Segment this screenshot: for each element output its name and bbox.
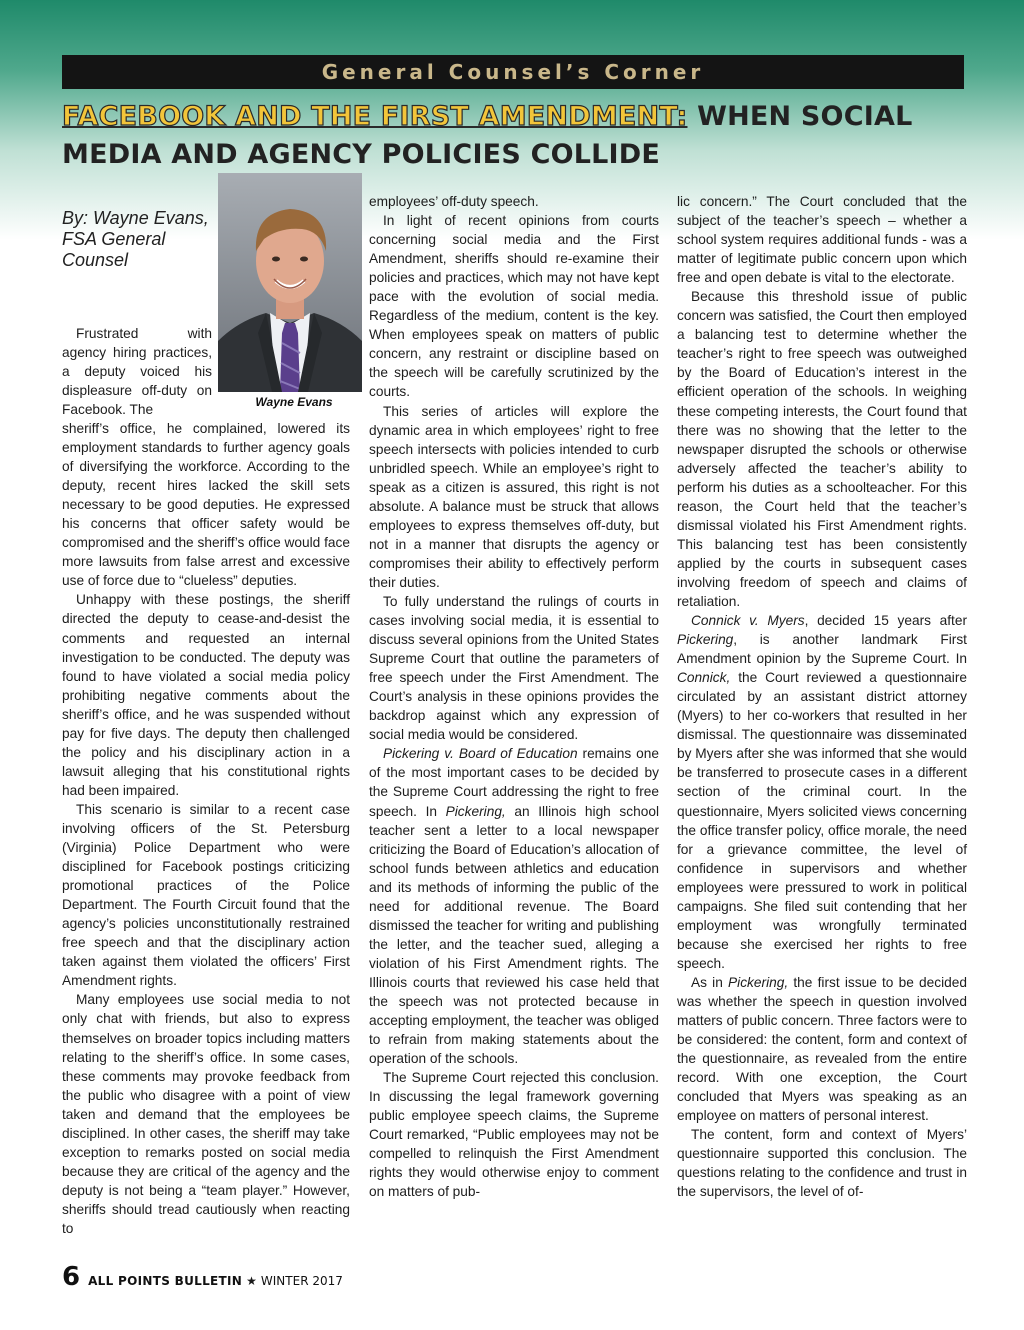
column-1-top bbox=[62, 324, 212, 419]
column-3 bbox=[677, 192, 967, 1201]
author-portrait-image bbox=[218, 173, 362, 392]
photo-caption: Wayne Evans bbox=[255, 395, 333, 409]
paragraph: The Supreme Court rejected this conclusion. In discussing the legal framework governing public employee speech claims, the Supreme Court remarked, “Public employees may not be compelled to relinquish the First Amendment rights they would otherwise enjoy to comment on matters of pub- bbox=[369, 1070, 659, 1200]
case-name: Pickering bbox=[677, 632, 734, 648]
headline-rest: WHEN SOCIAL MEDIA AND AGENCY POLICIES COLLIDE bbox=[62, 101, 913, 170]
issue-date: WINTER 2017 bbox=[260, 1274, 343, 1288]
section-title: General Counsel’s Corner bbox=[321, 60, 705, 84]
byline-line-2: FSA General bbox=[62, 229, 166, 249]
section-banner bbox=[62, 55, 964, 89]
page-number: 6 bbox=[62, 1262, 81, 1292]
paragraph: In light of recent opinions from courts concerning social media and the First Amendment, sheriffs should re-examine their policies and practices, which may not have kept pace with the evolution of social media. Regardless of the medium, content is the key. When employees speak on matters of public concern, any restraint or discipline based on the speech will be carefully scrutinized by the courts. bbox=[369, 213, 659, 400]
paragraph: Connick v. Myers, decided 15 years after Pickering, is another landmark First Amendment opinion by the Supreme Court. In Connick, the Court reviewed a questionnaire circulated by an assistant district attorney (Myers) to her co-workers that resulted in her dismissal. The questionnaire was disseminated by Myers after she was informed that she would be transferred to prosecute cases in a different section of the criminal court. In the questionnaire, Myers solicited views concerning the office transfer policy, office morale, the need for a grievance committee, the level of confidence in supervisors and whether employees were pressured to work in political campaigns. She filed suit contending that her employment was wrongfully terminated because she exercised her rights to free speech. bbox=[677, 613, 968, 971]
paragraph: sheriff’s office, he complained, lowered its employment standards to further agency goals of diversifying the workforce. According to the deputy, recent hires lacked the skill sets necessary to be good deputies. He expressed his concerns that officer safety would be compromised and the sheriff’s office would face more lawsuits from false arrest and excessive use of force due to “clueless” deputies. bbox=[62, 421, 350, 589]
column-1 bbox=[62, 419, 350, 1238]
column-2 bbox=[369, 192, 659, 1201]
case-name: Pickering, bbox=[728, 974, 789, 990]
byline bbox=[62, 208, 222, 271]
paragraph: Unhappy with these postings, the sheriff directed the deputy to cease-and-desist the comments and requested an internal investigation to be conducted. The deputy was found to have violated a social media policy prohibiting negative comments about the sheriff’s office, and he was suspended without pay for five days. The deputy then challenged the policy and his disciplinary action in a lawsuit alleging that his constitutional rights had been impaired. bbox=[62, 592, 350, 798]
paragraph: employees’ off-duty speech. bbox=[369, 194, 539, 209]
author-photo bbox=[218, 173, 362, 392]
article-headline bbox=[62, 98, 972, 174]
paragraph: This scenario is similar to a recent case involving officers of the St. Petersburg (Virginia) Police Department who were disciplined for Facebook postings criticizing promotional practices of the Police Department. The Fourth Circuit found that the agency’s policies unconstitutionally restrained free speech and that the disciplinary action taken against them violated the officers’ First Amendment rights. bbox=[62, 801, 350, 989]
paragraph: Pickering v. Board of Education remains one of the most important cases to be decided by the Supreme Court addressing the right to free speech. In Pickering, an Illinois high school teacher sent a letter to a local newspaper criticizing the Board of Education’s allocation of school funds between athletics and education and its methods of informing the public of the need for additional revenue. The Board dismissed the teacher for writing and publishing the letter, and the teacher sued, alleging a violation of his First Amendment rights. The Illinois courts that reviewed his case held that the speech was not protected because in accepting employment, the teacher was obliged to refrain from making statements about the operation of the schools. bbox=[369, 746, 659, 1067]
headline-highlight: FACEBOOK AND THE FIRST AMENDMENT: bbox=[62, 101, 688, 132]
case-name: Pickering, bbox=[445, 803, 506, 819]
paragraph: As in Pickering, the first issue to be decided was whether the speech in question involved matters of public concern. Three factors were to be considered: the content, form and context of the questionnaire, as revealed from the entire record. With one exception, the Court concluded that Myers was speaking as an employee on matters of personal interest. bbox=[677, 974, 968, 1124]
case-name: Pickering v. Board of Education bbox=[383, 746, 578, 762]
paragraph: The content, form and context of Myers’ questionnaire supported this conclusion. The questions relating to the confidence and trust in the supervisors, the level of of- bbox=[677, 1127, 967, 1200]
byline-line-1: By: Wayne Evans, bbox=[62, 208, 209, 228]
paragraph: This series of articles will explore the dynamic area in which employees’ right to free speech intersects with policies intended to curb unbridled speech. While an employee’s right to speak as a citizen is assured, this right is not absolute. A balance must be struck that allows employees to express themselves off-duty, but not in a manner that disrupts the agency or compromises their ability to effectively perform their duties. bbox=[369, 403, 659, 590]
case-name: Connick v. Myers bbox=[691, 613, 805, 629]
publication-name: ALL POINTS BULLETIN bbox=[88, 1274, 243, 1288]
byline-line-3: Counsel bbox=[62, 250, 129, 270]
paragraph: Many employees use social media to not only chat with friends, but also to express themselves on broader topics including matters relating to the sheriff’s office. In some cases, these comments may provoke feedback from the public who disagree with a point of view taken and demand that the employees be disciplined. In other cases, the sheriff may take exception to remarks posted on social media because they are critical of the agency and the deputy is not being a “team player.” However, sheriffs should tread cautiously when reacting to bbox=[62, 992, 350, 1236]
star-icon: ★ bbox=[246, 1274, 257, 1288]
page-footer bbox=[62, 1262, 343, 1292]
case-name: Connick, bbox=[677, 670, 731, 686]
paragraph: Because this threshold issue of public concern was satisfied, the Court then employed a balancing test to determine whether the teacher’s right to free speech was outweighed by the Board of Education’s interest in the efficient operation of the schools. In weighing these competing interests, the Court found that there was no showing that the letter to the newspaper disrupted the schools or otherwise adversely affected the teacher’s ability to perform his duties as a schoolteacher. For this reason, the Court held that the teacher’s dismissal violated his First Amendment rights. This balancing test has been consistently applied by the courts in subsequent cases involving freedom of speech and claims of retaliation. bbox=[677, 289, 967, 609]
paragraph: Frustrated with agency hiring practices, a deputy voiced his displeasure off-duty on Facebook. The bbox=[62, 326, 212, 418]
paragraph: To fully understand the rulings of courts in cases involving social media, it is essential to discuss several opinions from the United States Supreme Court that outline the parameters of free speech under the First Amendment. The Court’s analysis in these opinions provides the backdrop against which any expression of social media would be considered. bbox=[369, 593, 659, 743]
paragraph: lic concern.” The Court concluded that the subject of the teacher’s speech – whether a school system requires additional funds - was a matter of legitimate public concern upon which free and open debate is vital to the electorate. bbox=[677, 194, 967, 286]
